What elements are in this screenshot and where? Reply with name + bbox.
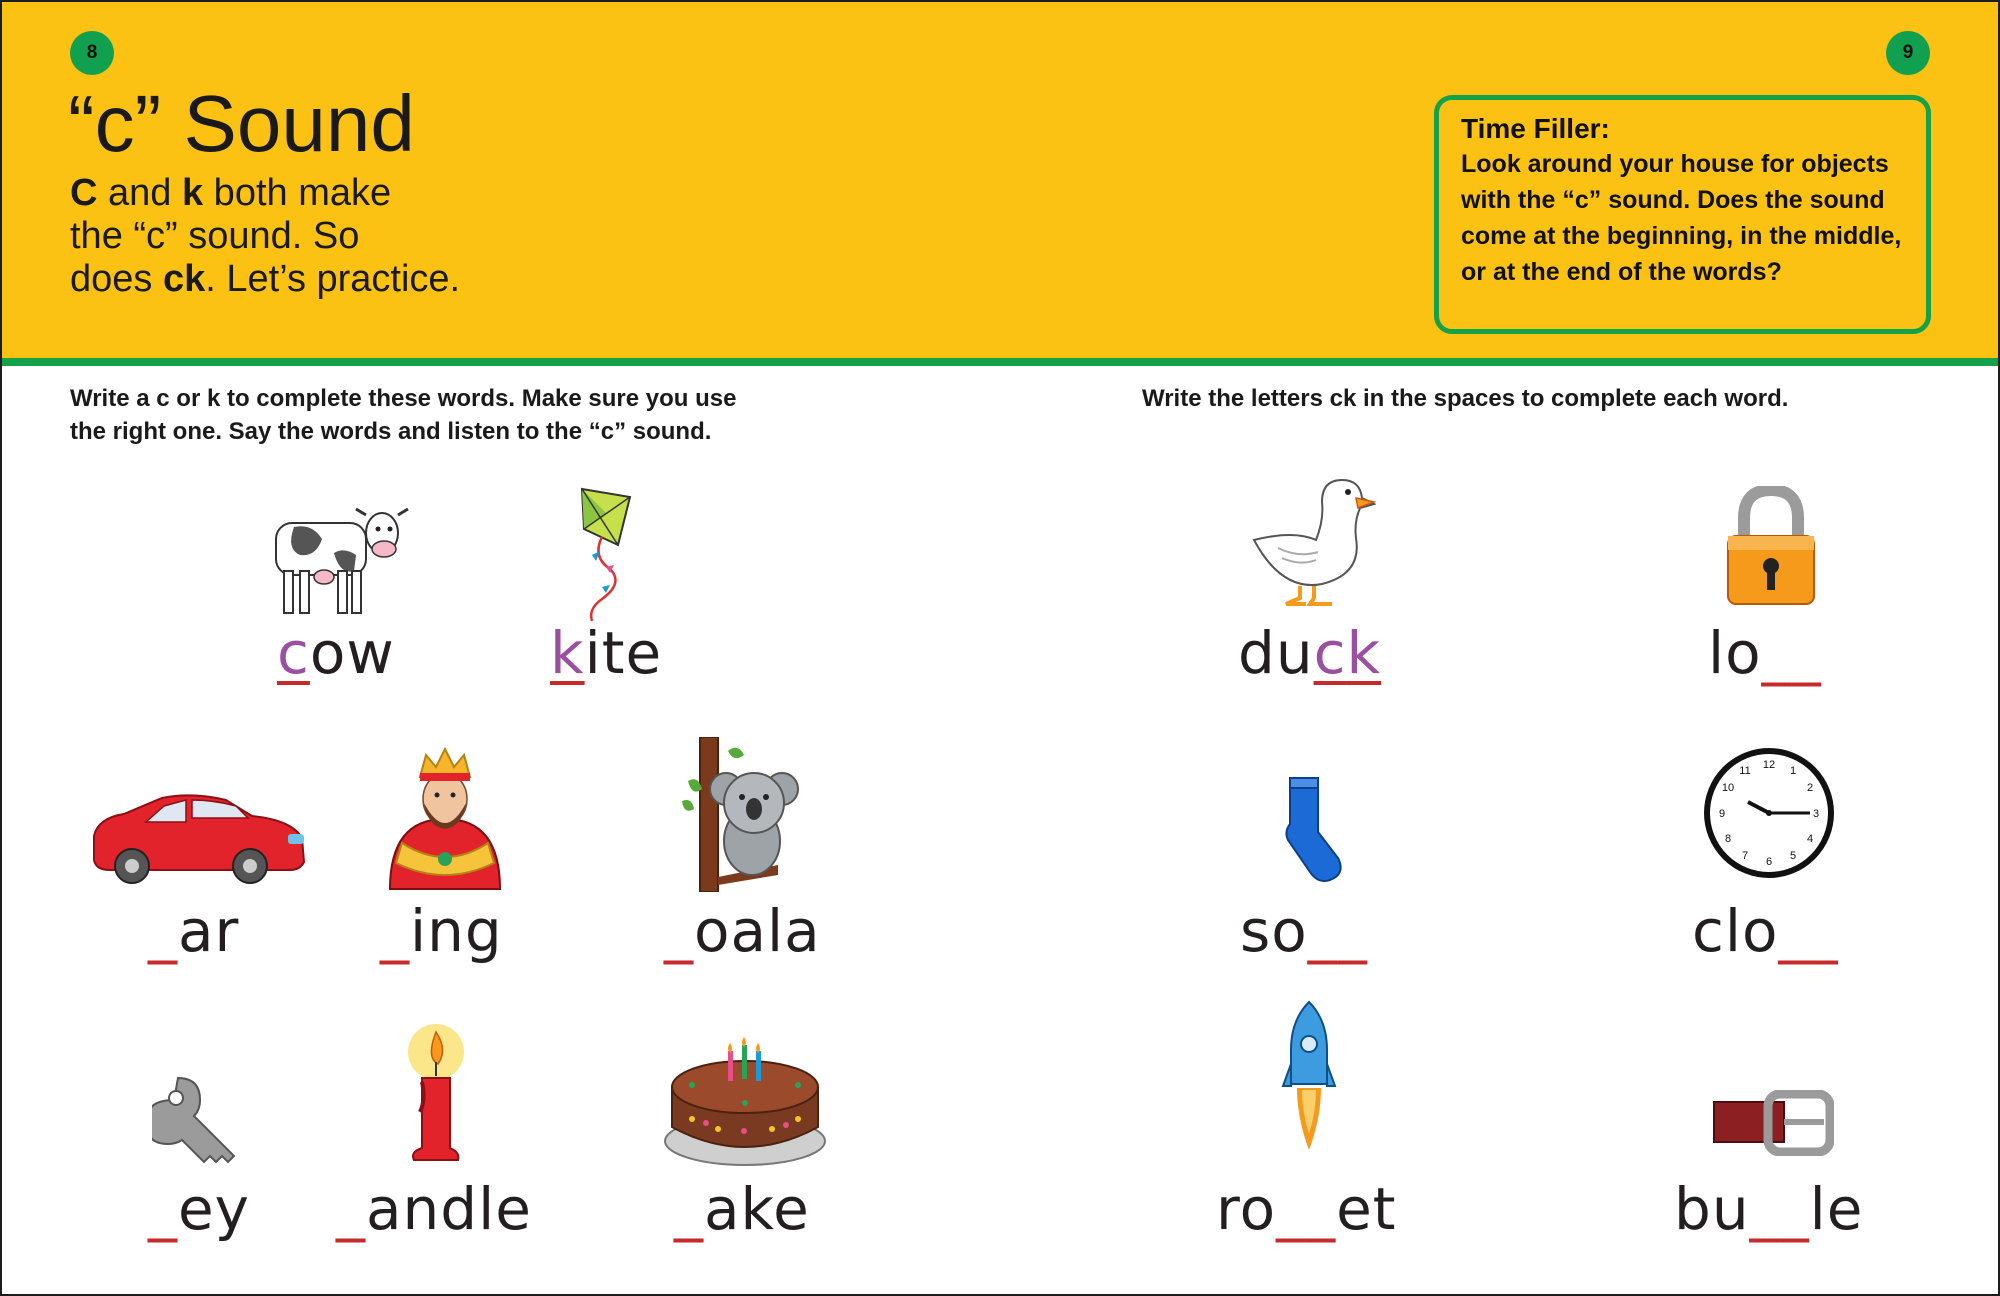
cow-icon	[264, 505, 409, 623]
instr-letters-ck: ck	[1329, 385, 1357, 412]
instr-letter-c: c	[156, 385, 170, 412]
letter-c-filled: c	[1313, 619, 1347, 687]
svg-text:9: 9	[1718, 808, 1726, 820]
word-candle	[336, 1175, 532, 1243]
king-icon	[384, 747, 506, 892]
right-instructions	[1142, 382, 1788, 415]
letter-blanks[interactable]: __	[1749, 1175, 1810, 1243]
instr-text: or	[169, 385, 207, 412]
header-divider	[2, 358, 2000, 366]
word-lock	[1708, 619, 1822, 687]
candle-icon	[404, 1022, 470, 1164]
intro-letter-k: k	[181, 172, 204, 214]
word-buckle	[1674, 1175, 1864, 1243]
letter-blank[interactable]: _	[148, 897, 178, 965]
word-clock	[1692, 897, 1839, 965]
word-start: lo	[1708, 619, 1762, 687]
word-key	[148, 1175, 251, 1243]
instr-text: in the spaces to complete each word.	[1356, 385, 1789, 412]
time-filler-line: come at the beginning, in the middle,	[1461, 222, 1902, 250]
intro-ck: ck	[162, 258, 206, 300]
word-start: du	[1238, 619, 1314, 687]
svg-text:10: 10	[1721, 782, 1735, 794]
svg-text:11: 11	[1739, 765, 1751, 777]
letter-k-filled: k	[1346, 619, 1382, 687]
letter-blank[interactable]: _	[674, 1175, 704, 1243]
svg-text:12: 12	[1762, 759, 1776, 771]
letter-blanks[interactable]: __	[1276, 1175, 1337, 1243]
instr-text: to complete these words. Make sure you use	[220, 385, 737, 412]
instr-text: Write the letters	[1142, 385, 1330, 412]
word-cow	[277, 619, 395, 687]
word-start: ro	[1216, 1175, 1277, 1243]
instr-letter-k: k	[206, 385, 221, 412]
time-filler-title: Time Filler:	[1461, 113, 1610, 144]
word-start: so	[1240, 897, 1308, 965]
word-rocket	[1216, 1175, 1397, 1243]
intro-does: does	[70, 258, 163, 300]
clock-icon	[1702, 746, 1836, 880]
word-king	[380, 897, 503, 965]
word-rest: andle	[366, 1175, 532, 1243]
letter-blanks[interactable]: __	[1307, 897, 1368, 965]
svg-text:3: 3	[1812, 808, 1820, 820]
cake-icon	[662, 1027, 828, 1167]
svg-text:6: 6	[1765, 856, 1773, 868]
word-start: clo	[1692, 897, 1779, 965]
page-number-right: 9	[1886, 31, 1930, 75]
intro-and: and	[97, 172, 182, 214]
word-rest: ite	[584, 619, 663, 687]
word-end: le	[1809, 1175, 1864, 1243]
page-title: “c” Sound	[68, 79, 415, 168]
letter-blanks[interactable]: __	[1761, 619, 1822, 687]
left-instructions	[70, 382, 736, 448]
word-kite	[550, 619, 663, 687]
intro-letter-c: C	[70, 172, 98, 214]
instr-line-2: the right one. Say the words and listen to the “c” sound.	[70, 418, 712, 445]
padlock-icon	[1724, 486, 1818, 608]
letter-blank[interactable]: _	[148, 1175, 178, 1243]
svg-text:4: 4	[1806, 833, 1814, 845]
buckle-icon	[1712, 1090, 1834, 1156]
letter-blank[interactable]: _	[664, 897, 694, 965]
letter-k-filled: k	[550, 619, 585, 687]
rocket-icon	[1280, 998, 1338, 1156]
koala-icon	[674, 737, 804, 892]
svg-text:1: 1	[1789, 765, 1797, 777]
svg-text:2: 2	[1806, 782, 1814, 794]
intro-line-2: the “c” sound. So	[70, 215, 360, 257]
word-cake	[674, 1175, 810, 1243]
word-start: bu	[1674, 1175, 1750, 1243]
word-rest: ake	[704, 1175, 810, 1243]
kite-icon	[562, 483, 637, 623]
svg-text:5: 5	[1789, 850, 1797, 862]
letter-blanks[interactable]: __	[1778, 897, 1839, 965]
car-icon	[88, 792, 310, 884]
page-number-left: 8	[70, 31, 114, 75]
word-rest: oala	[694, 897, 821, 965]
time-filler-box	[1434, 95, 1931, 334]
letter-blank[interactable]: _	[336, 1175, 366, 1243]
time-filler-line: or at the end of the words?	[1461, 258, 1782, 286]
word-car	[148, 897, 240, 965]
instr-text: Write a	[70, 385, 157, 412]
word-end: et	[1336, 1175, 1397, 1243]
word-koala	[664, 897, 821, 965]
word-duck	[1238, 619, 1382, 687]
letter-blank[interactable]: _	[380, 897, 410, 965]
intro-text	[70, 172, 460, 301]
word-rest: ar	[178, 897, 240, 965]
word-rest: ow	[309, 619, 395, 687]
time-filler-line: Look around your house for objects	[1461, 150, 1889, 178]
duck-icon	[1248, 476, 1376, 606]
letter-c-filled: c	[277, 619, 310, 687]
word-rest: ey	[178, 1175, 251, 1243]
svg-text:7: 7	[1741, 850, 1749, 862]
svg-text:8: 8	[1724, 833, 1732, 845]
word-sock	[1240, 897, 1368, 965]
key-icon	[152, 1072, 248, 1168]
word-rest: ing	[410, 897, 503, 965]
sock-icon	[1280, 772, 1346, 884]
intro-end: . Let’s practice.	[205, 258, 461, 300]
intro-rest: both make	[203, 172, 392, 214]
time-filler-line: with the “c” sound. Does the sound	[1461, 186, 1885, 214]
